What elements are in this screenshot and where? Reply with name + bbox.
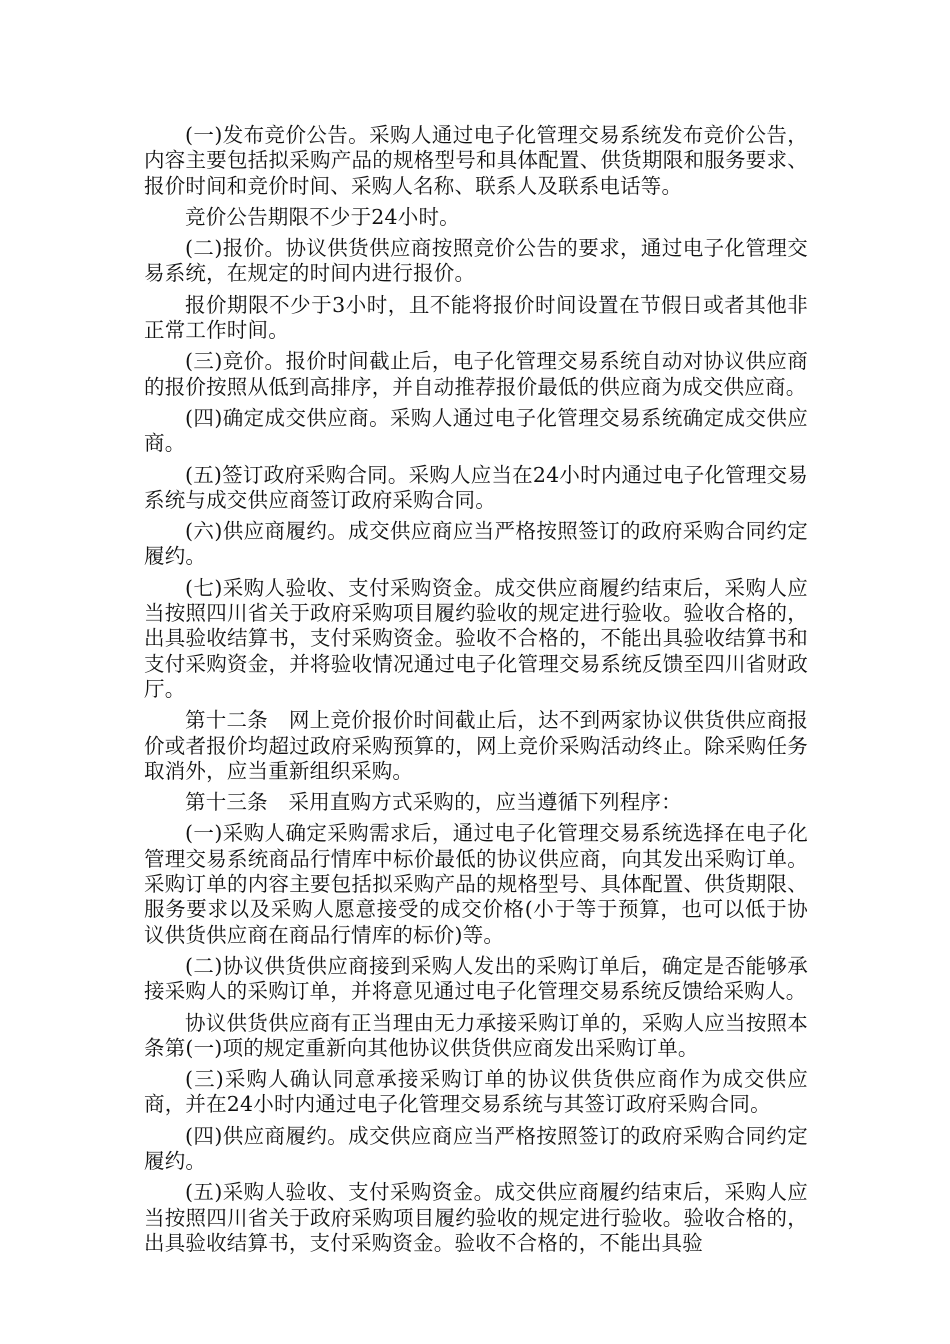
paragraph: (五)签订政府采购合同。采购人应当在24小时内通过电子化管理交易系统与成交供应商签订政府采购合同。 — [144, 462, 808, 512]
paragraph: (三)采购人确认同意承接采购订单的协议供货供应商作为成交供应商，并在24小时内通过电子化管理交易系统与其签订政府采购合同。 — [144, 1067, 808, 1117]
paragraph: (七)采购人验收、支付采购资金。成交供应商履约结束后，采购人应当按照四川省关于政府采购项目履约验收的规定进行验收。验收合格的，出具验收结算书，支付采购资金。验收不合格的，不能出具验收结算书和支付采购资金，并将验收情况通过电子化管理交易系统反馈至四川省财政厅。 — [144, 575, 808, 701]
paragraph: 协议供货供应商有正当理由无力承接采购订单的，采购人应当按照本条第(一)项的规定重新向其他协议供货供应商发出采购订单。 — [144, 1010, 808, 1060]
paragraph: (一)发布竞价公告。采购人通过电子化管理交易系统发布竞价公告，内容主要包括拟采购产品的规格型号和具体配置、供货期限和服务要求、报价时间和竞价时间、采购人名称、联系人及联系电话等。 — [144, 123, 808, 198]
paragraph: (四)供应商履约。成交供应商应当严格按照签订的政府采购合同约定履约。 — [144, 1123, 808, 1173]
paragraph: 竞价公告期限不少于24小时。 — [185, 204, 460, 229]
paragraph: (四)确定成交供应商。采购人通过电子化管理交易系统确定成交供应商。 — [144, 405, 808, 456]
paragraph: (一)采购人确定采购需求后，通过电子化管理交易系统选择在电子化管理交易系统商品行情库中标价最低的协议供应商，向其发出采购订单。采购订单的内容主要包括拟采购产品的规格型号、具体配置、供货期限、服务要求以及采购人愿意接受的成交价格(小于等于预算，也可以低于协议供货供应商在商品行情库的标价)等。 — [144, 821, 808, 947]
paragraph: (六)供应商履约。成交供应商应当严格按照签订的政府采购合同约定履约。 — [144, 519, 808, 569]
paragraph: 报价期限不少于3小时，且不能将报价时间设置在节假日或者其他非正常工作时间。 — [144, 292, 808, 343]
paragraph: (二)协议供货供应商接到采购人发出的采购订单后，确定是否能够承接采购人的采购订单，并将意见通过电子化管理交易系统反馈给采购人。 — [144, 953, 808, 1004]
article-paragraph: 第十二条 网上竞价报价时间截止后，达不到两家协议供货供应商报价或者报价均超过政府采购预算的，网上竞价采购活动终止。除采购任务取消外，应当重新组织采购。 — [144, 708, 808, 783]
paragraph: (二)报价。协议供货供应商按照竞价公告的要求，通过电子化管理交易系统，在规定的时间内进行报价。 — [144, 236, 808, 286]
paragraph: (五)采购人验收、支付采购资金。成交供应商履约结束后，采购人应当按照四川省关于政府采购项目履约验收的规定进行验收。验收合格的，出具验收结算书，支付采购资金。验收不合格的，不能出具验 — [144, 1180, 808, 1255]
document-body — [144, 123, 808, 1262]
article-paragraph: 第十三条 采用直购方式采购的，应当遵循下列程序： — [185, 790, 682, 815]
paragraph: (三)竞价。报价时间截止后，电子化管理交易系统自动对协议供应商的报价按照从低到高排序，并自动推荐报价最低的供应商为成交供应商。 — [144, 349, 808, 399]
